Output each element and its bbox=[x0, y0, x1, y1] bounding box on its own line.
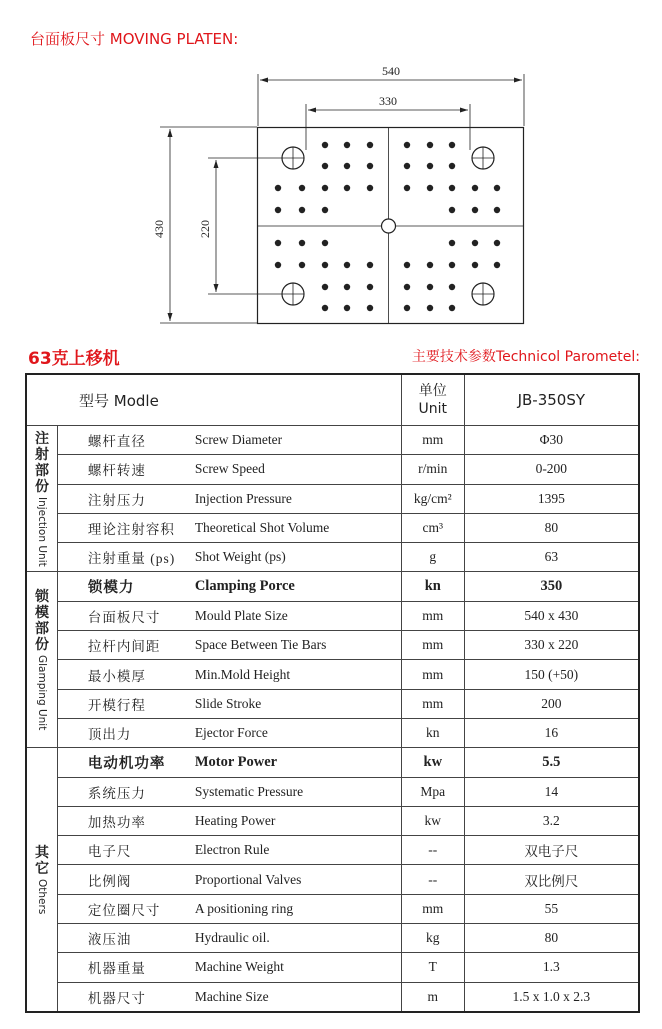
param-unit: -- bbox=[401, 836, 464, 865]
param-name-en: Screw Speed bbox=[195, 455, 402, 484]
param-name-cn: 台面板尺寸 bbox=[57, 601, 194, 630]
param-value: 双电子尺 bbox=[464, 836, 639, 865]
table-row bbox=[26, 543, 639, 572]
table-row bbox=[26, 455, 639, 484]
table-row bbox=[26, 953, 639, 982]
platen-diagram bbox=[0, 0, 662, 340]
param-name-en: Clamping Porce bbox=[195, 572, 402, 601]
param-value: 55 bbox=[464, 894, 639, 923]
param-name-cn: 螺杆转速 bbox=[57, 455, 194, 484]
param-unit: mm bbox=[401, 631, 464, 660]
param-name-en: Ejector Force bbox=[195, 718, 402, 747]
param-name-cn: 系统压力 bbox=[57, 777, 194, 806]
param-unit: kg bbox=[401, 924, 464, 953]
table-row bbox=[26, 924, 639, 953]
param-value: 540 x 430 bbox=[464, 601, 639, 630]
table-row bbox=[26, 865, 639, 894]
param-name-en: Machine Size bbox=[195, 982, 402, 1012]
param-unit: Mpa bbox=[401, 777, 464, 806]
group-label-cn: 其它 bbox=[34, 844, 49, 877]
header-unit-cn: 单位 bbox=[418, 383, 447, 399]
param-name-cn: 最小模厚 bbox=[57, 660, 194, 689]
table-row bbox=[26, 689, 639, 718]
param-unit: mm bbox=[401, 426, 464, 455]
dim-width-label: 540 bbox=[382, 64, 400, 78]
table-row bbox=[26, 718, 639, 747]
param-value: Φ30 bbox=[464, 426, 639, 455]
param-value: 150 (+50) bbox=[464, 660, 639, 689]
group-label-cn: 锁模部份 bbox=[34, 589, 49, 654]
param-name-en: Min.Mold Height bbox=[195, 660, 402, 689]
param-unit: mm bbox=[401, 689, 464, 718]
param-value: 350 bbox=[464, 572, 639, 601]
table-row bbox=[26, 806, 639, 835]
param-value: 80 bbox=[464, 513, 639, 542]
param-unit: T bbox=[401, 953, 464, 982]
param-value: 3.2 bbox=[464, 806, 639, 835]
header-unit bbox=[401, 374, 464, 426]
params-title: 主要技术参数Technicol Parometel: bbox=[411, 349, 640, 365]
param-name-cn: 电动机功率 bbox=[57, 748, 194, 777]
param-unit: kg/cm² bbox=[401, 484, 464, 513]
param-name-cn: 螺杆直径 bbox=[57, 426, 194, 455]
param-unit: cm³ bbox=[401, 513, 464, 542]
group-label-en: Injection Unit bbox=[35, 496, 48, 567]
dim-tie-v-label: 220 bbox=[198, 220, 212, 238]
param-name-en: Space Between Tie Bars bbox=[195, 631, 402, 660]
param-name-en: Heating Power bbox=[195, 806, 402, 835]
header-value: JB-350SY bbox=[464, 374, 639, 426]
param-name-en: Electron Rule bbox=[195, 836, 402, 865]
param-value: 1395 bbox=[464, 484, 639, 513]
param-value: 5.5 bbox=[464, 748, 639, 777]
table-row bbox=[26, 894, 639, 923]
spec-table bbox=[25, 373, 640, 1013]
table-header-row bbox=[26, 374, 639, 426]
param-unit: m bbox=[401, 982, 464, 1012]
param-name-cn: 锁模力 bbox=[57, 572, 194, 601]
table-row bbox=[26, 513, 639, 542]
table-row bbox=[26, 982, 639, 1012]
param-unit: kn bbox=[401, 718, 464, 747]
param-name-cn: 电子尺 bbox=[57, 836, 194, 865]
param-value: 330 x 220 bbox=[464, 631, 639, 660]
dim-height-label: 430 bbox=[152, 220, 166, 238]
param-name-en: Motor Power bbox=[195, 748, 402, 777]
param-name-cn: 开模行程 bbox=[57, 689, 194, 718]
table-row bbox=[26, 836, 639, 865]
table-row bbox=[26, 601, 639, 630]
header-unit-en: Unit bbox=[418, 401, 448, 417]
group-label bbox=[26, 748, 57, 1012]
group-label-cn: 注射部份 bbox=[34, 430, 49, 495]
param-name-en: Screw Diameter bbox=[195, 426, 402, 455]
param-value: 双比例尺 bbox=[464, 865, 639, 894]
table-row bbox=[26, 572, 639, 601]
platen-title: 台面板尺寸 MOVING PLATEN: bbox=[30, 30, 239, 48]
param-value: 1.5 x 1.0 x 2.3 bbox=[464, 982, 639, 1012]
param-value: 1.3 bbox=[464, 953, 639, 982]
table-row bbox=[26, 660, 639, 689]
param-value: 80 bbox=[464, 924, 639, 953]
param-value: 14 bbox=[464, 777, 639, 806]
group-label bbox=[26, 572, 57, 748]
param-name-en: Injection Pressure bbox=[195, 484, 402, 513]
param-name-cn: 注射压力 bbox=[57, 484, 194, 513]
param-name-cn: 拉杆内间距 bbox=[57, 631, 194, 660]
param-name-en: Machine Weight bbox=[195, 953, 402, 982]
dim-tie-h-label: 330 bbox=[379, 94, 397, 108]
param-name-cn: 比例阀 bbox=[57, 865, 194, 894]
param-name-cn: 理论注射容积 bbox=[57, 513, 194, 542]
param-name-cn: 加热功率 bbox=[57, 806, 194, 835]
table-row bbox=[26, 631, 639, 660]
header-model: 型号 Modle bbox=[26, 374, 401, 426]
param-name-en: Mould Plate Size bbox=[195, 601, 402, 630]
table-row bbox=[26, 426, 639, 455]
param-name-cn: 机器尺寸 bbox=[57, 982, 194, 1012]
param-name-en: Systematic Pressure bbox=[195, 777, 402, 806]
model-title: 63克上移机 bbox=[28, 349, 120, 369]
table-row bbox=[26, 484, 639, 513]
param-name-en: Theoretical Shot Volume bbox=[195, 513, 402, 542]
param-name-cn: 定位圈尺寸 bbox=[57, 894, 194, 923]
param-name-en: Hydraulic oil. bbox=[195, 924, 402, 953]
param-value: 200 bbox=[464, 689, 639, 718]
param-unit: kw bbox=[401, 806, 464, 835]
param-name-cn: 机器重量 bbox=[57, 953, 194, 982]
param-unit: mm bbox=[401, 601, 464, 630]
param-value: 63 bbox=[464, 543, 639, 572]
param-unit: g bbox=[401, 543, 464, 572]
param-unit: mm bbox=[401, 894, 464, 923]
param-value: 16 bbox=[464, 718, 639, 747]
param-name-en: Shot Weight (ps) bbox=[195, 543, 402, 572]
param-unit: mm bbox=[401, 660, 464, 689]
param-unit: r/min bbox=[401, 455, 464, 484]
param-name-cn: 注射重量 (ps) bbox=[57, 543, 194, 572]
param-name-cn: 液压油 bbox=[57, 924, 194, 953]
table-row bbox=[26, 777, 639, 806]
param-unit: kw bbox=[401, 748, 464, 777]
group-label-en: Others bbox=[35, 878, 48, 915]
table-row bbox=[26, 748, 639, 777]
param-name-en: Slide Stroke bbox=[195, 689, 402, 718]
param-name-en: A positioning ring bbox=[195, 894, 402, 923]
param-unit: -- bbox=[401, 865, 464, 894]
group-label-en: Glamping Unit bbox=[35, 655, 48, 731]
param-name-cn: 顶出力 bbox=[57, 718, 194, 747]
param-value: 0-200 bbox=[464, 455, 639, 484]
center-hole bbox=[382, 219, 396, 233]
param-name-en: Proportional Valves bbox=[195, 865, 402, 894]
param-unit: kn bbox=[401, 572, 464, 601]
group-label bbox=[26, 426, 57, 572]
